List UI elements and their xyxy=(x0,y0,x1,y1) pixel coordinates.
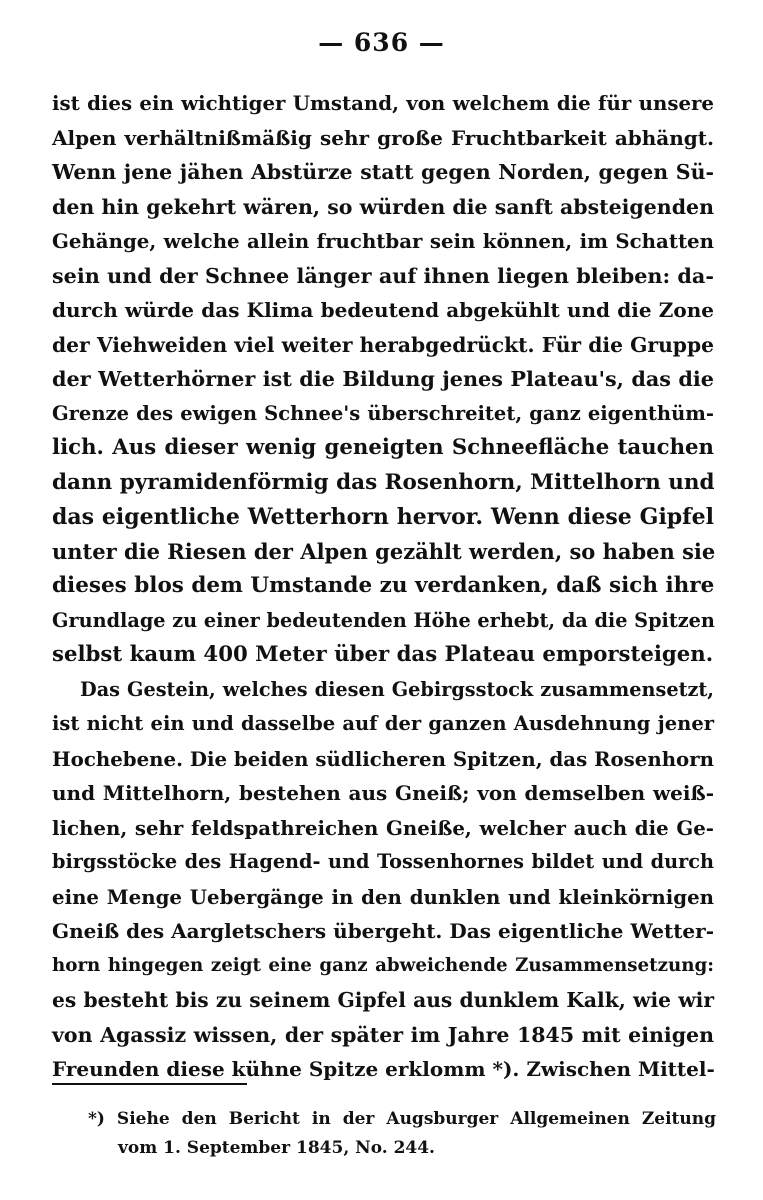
text-line: durch würde das Klima bedeutend abgekühlt und die Zone xyxy=(52,298,714,322)
page-number: — 636 — xyxy=(318,28,445,57)
text-line: ist dies ein wichtiger Umstand, von welchem die für unsere xyxy=(52,91,714,115)
text-line: der Viehweiden viel weiter herabgedrückt. Für die Gruppe xyxy=(52,332,714,357)
footnote-divider xyxy=(52,1083,247,1085)
text-line: eine Menge Uebergänge in den dunklen und kleinkörnigen xyxy=(52,884,714,909)
text-line: birgsstöcke des Hagend- und Tossenhornes bildet und durch xyxy=(52,850,714,873)
text-line: Gneiß des Aargletschers übergeht. Das eigentliche Wetter- xyxy=(52,919,714,943)
text-line: unter die Riesen der Alpen gezählt werden, so haben sie xyxy=(52,538,716,564)
text-line: Wenn jene jähen Abstürze statt gegen Norden, gegen Sü- xyxy=(52,160,714,184)
text-line: Freunden diese kühne Spitze erklomm *). Zwischen Mittel- xyxy=(52,1057,715,1081)
text-line: dieses blos dem Umstande zu verdanken, daß sich ihre xyxy=(52,573,715,598)
text-line: horn hingegen zeigt eine ganz abweichende Zusammensetzung: xyxy=(52,954,714,976)
text-line: es besteht bis zu seinem Gipfel aus dunklem Kalk, wie wir xyxy=(52,988,714,1012)
text-line: selbst kaum 400 Meter über das Plateau emporsteigen. xyxy=(52,642,714,667)
text-line: lich. Aus dieser wenig geneigten Schneefläche tauchen xyxy=(52,435,714,460)
text-line: Hochebene. Die beiden südlicheren Spitzen, das Rosenhorn xyxy=(52,746,714,771)
text-line: Gehänge, welche allein fruchtbar sein können, im Schatten xyxy=(52,229,714,253)
text-line: Grundlage zu einer bedeutenden Höhe erhebt, da die Spitzen xyxy=(52,608,715,632)
footnote xyxy=(88,1105,716,1163)
text-line: der Wetterhörner ist die Bildung jenes Plateau's, das die xyxy=(52,367,714,391)
text-line: sein und der Schnee länger auf ihnen liegen bleiben: da- xyxy=(52,263,714,288)
text-line: Das Gestein, welches diesen Gebirgsstock zusammensetzt, xyxy=(80,677,714,701)
text-line: das eigentliche Wetterhorn hervor. Wenn diese Gipfel xyxy=(52,504,714,530)
text-line: den hin gekehrt wären, so würden die sanft absteigenden xyxy=(52,194,714,219)
text-line: dann pyramidenförmig das Rosenhorn, Mittelhorn und xyxy=(52,469,715,495)
text-line: Grenze des ewigen Schnee's überschreitet, ganz eigenthüm- xyxy=(52,401,714,425)
footnote-line: vom 1. September 1845, No. 244. xyxy=(118,1138,435,1158)
body-text xyxy=(52,86,714,1087)
text-line: lichen, sehr feldspathreichen Gneiße, welcher auch die Ge- xyxy=(52,815,714,840)
text-line: und Mittelhorn, bestehen aus Gneiß; von demselben weiß- xyxy=(52,781,714,805)
text-line: Alpen verhältnißmäßig sehr große Fruchtbarkeit abhängt. xyxy=(52,125,714,150)
text-line: ist nicht ein und dasselbe auf der ganzen Ausdehnung jener xyxy=(52,712,714,735)
footnote-line: *) Siehe den Bericht in der Augsburger Allgemeinen Zeitung xyxy=(88,1109,716,1129)
text-line: von Agassiz wissen, der später im Jahre 1845 mit einigen xyxy=(52,1022,714,1047)
